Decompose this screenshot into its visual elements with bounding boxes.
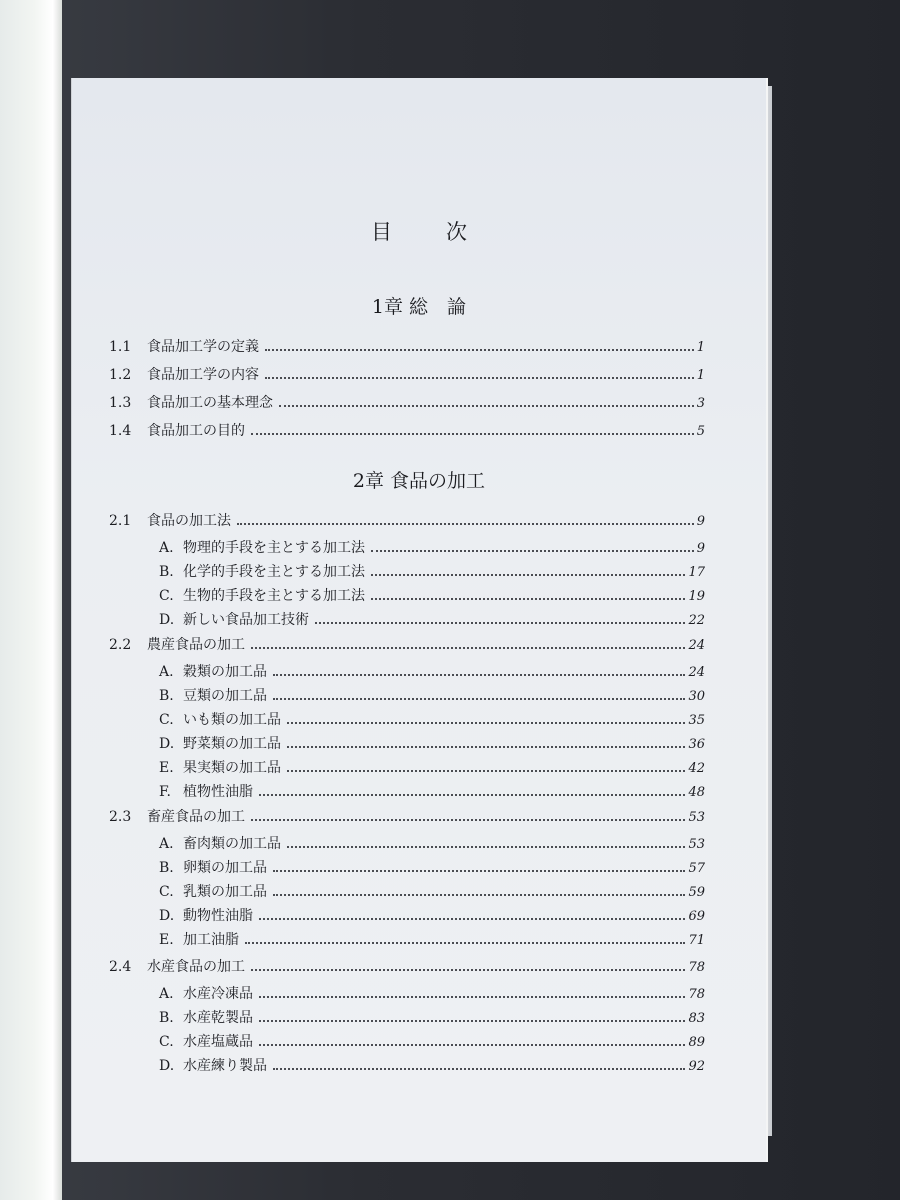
dot-leader (273, 1068, 685, 1070)
entry-page: 36 (688, 737, 705, 752)
entry-page: 1 (696, 340, 705, 355)
entry-letter: D. (159, 612, 175, 628)
toc-subentry (159, 735, 705, 754)
dot-leader (259, 1044, 685, 1046)
entry-letter: A. (159, 540, 174, 556)
entry-page: 89 (688, 1035, 705, 1050)
entry-page: 71 (688, 933, 705, 948)
dot-leader (237, 523, 694, 525)
toc-subentry (159, 563, 705, 582)
entry-page: 35 (688, 713, 705, 728)
entry-page: 78 (688, 960, 705, 975)
dot-leader (259, 996, 685, 998)
entry-page: 57 (688, 861, 705, 876)
entry-letter: B. (159, 1010, 174, 1026)
toc-subentry (159, 1009, 705, 1028)
toc-subentry (159, 711, 705, 730)
entry-label: いも類の加工品 (183, 712, 281, 728)
toc-subentry (159, 859, 705, 878)
entry-page: 24 (688, 665, 705, 680)
entry-page: 1 (696, 368, 705, 383)
dot-leader (265, 377, 694, 379)
entry-label: 水産冷凍品 (183, 986, 253, 1002)
entry-letter: E. (159, 760, 174, 776)
entry-label: 食品加工学の内容 (147, 367, 259, 383)
entry-letter: B. (159, 564, 174, 580)
entry-letter: A. (159, 836, 174, 852)
entry-label: 加工油脂 (183, 932, 239, 948)
entry-letter: D. (159, 1058, 175, 1074)
entry-page: 22 (688, 613, 705, 628)
dot-leader (371, 574, 685, 576)
entry-letter: A. (159, 986, 174, 1002)
entry-label: 農産食品の加工 (147, 637, 245, 653)
toc-subentry (159, 663, 705, 682)
entry-page: 9 (696, 541, 705, 556)
entry-number: 1.3 (109, 395, 132, 411)
dot-leader (259, 918, 685, 920)
toc-subentry (159, 931, 705, 950)
toc-entry (109, 338, 705, 357)
entry-number: 2.4 (109, 959, 132, 975)
dot-leader (273, 674, 685, 676)
dot-leader (279, 405, 694, 407)
entry-label: 果実類の加工品 (183, 760, 281, 776)
toc-page (72, 78, 766, 1162)
entry-label: 食品の加工法 (147, 513, 231, 529)
entry-label: 畜肉類の加工品 (183, 836, 281, 852)
toc-title: 目次 (371, 220, 521, 244)
entry-letter: B. (159, 860, 174, 876)
entry-number: 1.4 (109, 423, 132, 439)
entry-label: 水産乾製品 (183, 1010, 253, 1026)
entry-letter: C. (159, 1034, 174, 1050)
entry-page: 69 (688, 909, 705, 924)
toc-subentry (159, 611, 705, 630)
toc-subentry (159, 687, 705, 706)
dot-leader (259, 1020, 685, 1022)
entry-label: 新しい食品加工技術 (183, 612, 309, 628)
toc-entry (109, 808, 705, 827)
toc-entry (109, 636, 705, 655)
toc-subentry (159, 539, 705, 558)
dot-leader (287, 846, 685, 848)
toc-subentry (159, 759, 705, 778)
toc-subentry (159, 783, 705, 802)
entry-label: 豆類の加工品 (183, 688, 267, 704)
dot-leader (265, 349, 694, 351)
dot-leader (259, 794, 685, 796)
entry-page: 59 (688, 885, 705, 900)
entry-label: 乳類の加工品 (183, 884, 267, 900)
entry-page: 53 (688, 810, 705, 825)
toc-subentry (159, 587, 705, 606)
entry-page: 19 (688, 589, 705, 604)
entry-number: 1.2 (109, 367, 132, 383)
entry-label: 野菜類の加工品 (183, 736, 281, 752)
entry-label: 生物的手段を主とする加工法 (183, 588, 365, 604)
entry-number: 1.1 (109, 339, 132, 355)
entry-label: 食品加工の基本理念 (147, 395, 273, 411)
toc-entry (109, 366, 705, 385)
entry-letter: F. (159, 784, 171, 800)
dot-leader (273, 894, 685, 896)
chapter-2-heading: 2章 食品の加工 (352, 470, 486, 492)
entry-label: 食品加工学の定義 (147, 339, 259, 355)
dot-leader (371, 598, 685, 600)
entry-letter: E. (159, 932, 174, 948)
entry-page: 92 (688, 1059, 705, 1074)
dot-leader (251, 819, 685, 821)
entry-label: 水産食品の加工 (147, 959, 245, 975)
entry-page: 30 (688, 689, 705, 704)
entry-number: 2.1 (109, 513, 132, 529)
entry-label: 卵類の加工品 (183, 860, 267, 876)
entry-label: 物理的手段を主とする加工法 (183, 540, 365, 556)
entry-label: 食品加工の目的 (147, 423, 245, 439)
entry-letter: C. (159, 588, 174, 604)
entry-label: 動物性油脂 (183, 908, 253, 924)
entry-label: 畜産食品の加工 (147, 809, 245, 825)
dot-leader (287, 746, 685, 748)
dot-leader (287, 770, 685, 772)
entry-number: 2.3 (109, 809, 132, 825)
entry-letter: D. (159, 736, 175, 752)
entry-letter: C. (159, 712, 174, 728)
dot-leader (251, 433, 694, 435)
toc-entry (109, 394, 705, 413)
entry-letter: C. (159, 884, 174, 900)
chapter-1-heading: 1章 総 論 (371, 296, 467, 318)
entry-label: 穀類の加工品 (183, 664, 267, 680)
toc-subentry (159, 907, 705, 926)
toc-subentry (159, 985, 705, 1004)
entry-page: 42 (688, 761, 705, 776)
entry-page: 17 (688, 565, 705, 580)
entry-letter: D. (159, 908, 175, 924)
entry-letter: A. (159, 664, 174, 680)
entry-label: 化学的手段を主とする加工法 (183, 564, 365, 580)
dot-leader (371, 550, 694, 552)
left-page-edge (0, 0, 62, 1200)
entry-page: 48 (688, 785, 705, 800)
entry-letter: B. (159, 688, 174, 704)
toc-subentry (159, 1033, 705, 1052)
dot-leader (287, 722, 685, 724)
entry-page: 83 (688, 1011, 705, 1026)
entry-page: 5 (696, 424, 705, 439)
toc-subentry (159, 835, 705, 854)
dot-leader (245, 942, 685, 944)
toc-subentry (159, 1057, 705, 1076)
entry-label: 植物性油脂 (183, 784, 253, 800)
entry-label: 水産塩蔵品 (183, 1034, 253, 1050)
entry-page: 9 (696, 514, 705, 529)
toc-entry (109, 512, 705, 531)
entry-label: 水産練り製品 (183, 1058, 267, 1074)
entry-page: 3 (696, 396, 705, 411)
toc-entry (109, 422, 705, 441)
entry-page: 24 (688, 638, 705, 653)
toc-subentry (159, 883, 705, 902)
entry-page: 78 (688, 987, 705, 1002)
toc-entry (109, 958, 705, 977)
dot-leader (251, 969, 685, 971)
dot-leader (251, 647, 685, 649)
dot-leader (273, 870, 685, 872)
dot-leader (273, 698, 685, 700)
dot-leader (315, 622, 685, 624)
entry-number: 2.2 (109, 637, 132, 653)
entry-page: 53 (688, 837, 705, 852)
